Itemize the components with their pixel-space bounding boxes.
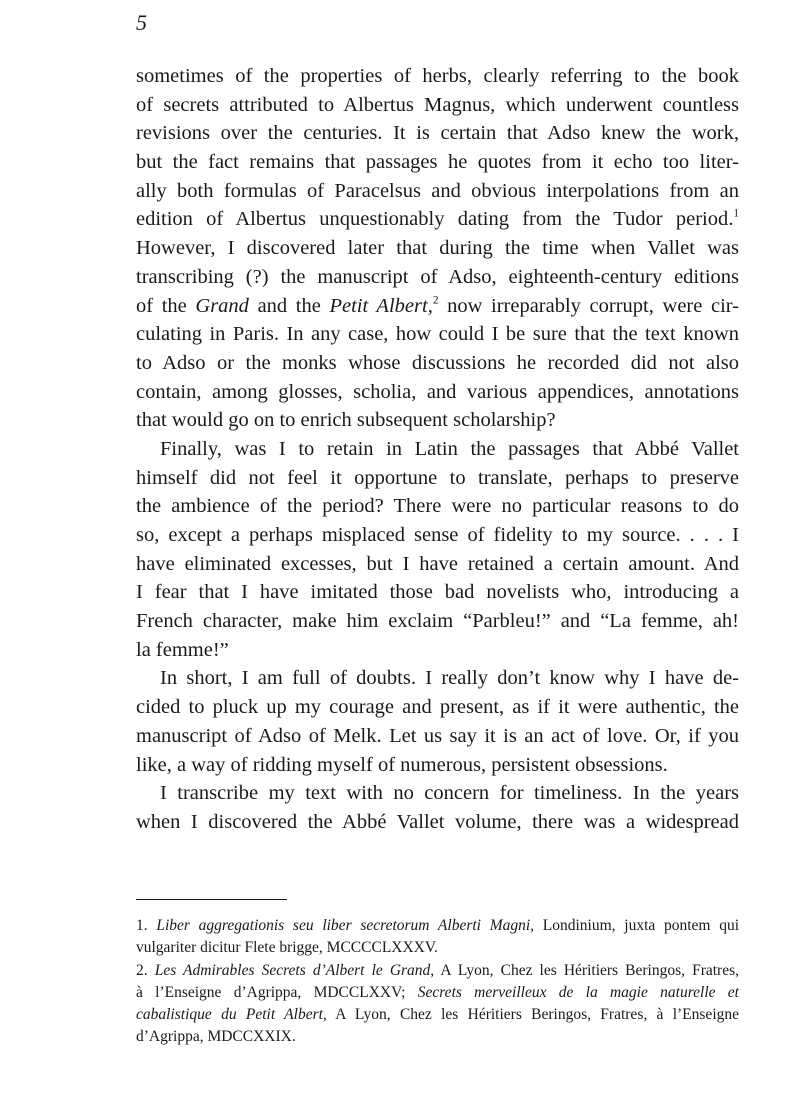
page-number: 5 [136,10,147,35]
body-line: However, I discovered later that during the time when Vallet was [136,237,739,260]
body-line: of the Grand and the Petit Albert,$^2$ now irreparably corrupt, were cir- [136,294,740,317]
body-line: like, a way of ridding myself of numerous, persistent obsessions. [136,753,668,776]
footnote-2-cont: à l’Enseigne d’Agrippa, MDCCLXXV; Secrets merveilleux de la magie naturelle et [136,983,739,1001]
body-line: French character, make him exclaim “Parbleu!” and “La femme, ah! [136,610,739,633]
body-line: that would go on to enrich subsequent scholarship? [136,409,556,432]
footnote-ref-1[interactable]: 1 [733,207,739,220]
body-line: of secrets attributed to Albertus Magnus, which underwent countless [136,93,739,116]
body-line: In short, I am full of doubts. I really don’t know why I have de- [160,667,739,690]
footnote-2-cont: d’Agrippa, MDCCXXIX. [136,1028,296,1046]
footnotes [136,915,739,1049]
footnote-1-cont: vulgariter dicitur Flete brigge, MCCCCLXXXV. [136,939,438,957]
body-line: I fear that I have imitated those bad novelists who, introducing a [136,581,739,604]
body-line: to Adso or the monks whose discussions he recorded did not also [136,351,739,374]
body-line: transcribing (?) the manuscript of Adso, eighteenth-century editions [136,265,739,288]
body-line: revisions over the centuries. It is certain that Adso knew the work, [136,122,739,145]
footnote-ref-2[interactable]: 2 [432,294,439,307]
footnote-2-cont: cabalistique du Petit Albert, A Lyon, Chez les Héritiers Beringos, Fratres, à l’Enseigne [136,1006,739,1024]
footnote-divider [136,899,287,900]
body-line: Finally, was I to retain in Latin the passages that Abbé Vallet [160,437,739,460]
body-line: edition of Albertus unquestionably dating from the Tudor period.$^1$ [136,207,739,231]
body-line: manuscript of Adso of Melk. Let us say it is an act of love. Or, if you [136,724,739,747]
body-line: but the fact remains that passages he quotes from it echo too liter- [136,151,739,174]
body-text [136,62,739,837]
body-line: when I discovered the Abbé Vallet volume, there was a widespread [136,810,739,833]
body-line: contain, among glosses, scholia, and various appendices, annotations [136,380,739,403]
body-line: have eliminated excesses, but I have retained a certain amount. And [136,552,739,575]
body-line: ally both formulas of Paracelsus and obvious interpolations from an [136,179,739,202]
body-line: himself did not feel it opportune to translate, perhaps to preserve [136,466,739,489]
body-line: cided to pluck up my courage and present, as if it were authentic, the [136,696,739,719]
body-line: la femme!” [136,638,229,661]
body-line: culating in Paris. In any case, how could I be sure that the text known [136,323,739,346]
footnote-1: 1. Liber aggregationis seu liber secretorum Alberti Magni, Londinium, juxta pontem qui [136,917,739,934]
footnote-2: 2. Les Admirables Secrets d’Albert le Grand, A Lyon, Chez les Héritiers Beringos, Fratres, [136,961,739,979]
body-line: so, except a perhaps misplaced sense of fidelity to my source. . . . I [136,524,739,546]
body-line: I transcribe my text with no concern for timeliness. In the years [160,782,739,805]
body-line: sometimes of the properties of herbs, clearly referring to the book [136,65,739,87]
body-line: the ambience of the period? There were no particular reasons to do [136,495,739,518]
